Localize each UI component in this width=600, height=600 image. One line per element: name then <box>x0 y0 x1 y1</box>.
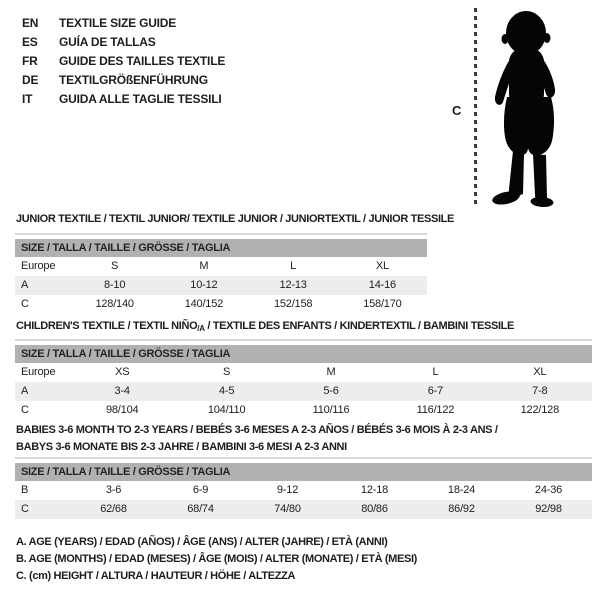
lang-label: TEXTILE SIZE GUIDE <box>59 15 177 30</box>
table-cell: XL <box>533 366 547 378</box>
table-cell: M <box>199 260 209 272</box>
lang-code: DE <box>22 72 39 87</box>
table-cell: 116/122 <box>416 404 455 416</box>
table-cell: 3-6 <box>105 484 122 496</box>
row-label: A <box>21 279 29 291</box>
row-label: Europe <box>21 366 56 378</box>
children-title-pre: CHILDREN'S TEXTILE / TEXTIL NIÑO <box>16 320 198 332</box>
lang-row-it <box>22 89 225 108</box>
row-label: Europe <box>21 260 56 272</box>
children-title-post: / TEXTILE DES ENFANTS / KINDERTEXTIL / BAMBINI TESSILE <box>204 320 515 332</box>
lang-row-de <box>22 70 225 89</box>
table-cell: 6-7 <box>427 385 444 397</box>
table-row <box>15 295 427 314</box>
row-label: B <box>21 484 29 496</box>
row-label: C <box>21 404 29 416</box>
table-cell: 92/98 <box>535 503 562 515</box>
footnote-a: A. AGE (YEARS) / EDAD (AÑOS) / ÂGE (ANS) / ALTER (JAHRE) / ETÀ (ANNI) <box>16 536 388 548</box>
table-cell: 74/80 <box>274 503 301 515</box>
table-cell: L <box>290 260 297 272</box>
table-cell: 9-12 <box>276 484 299 496</box>
size-header-bar: SIZE / TALLA / TAILLE / GRÖSSE / TAGLIA <box>15 463 592 481</box>
table-cell: 140/152 <box>184 298 224 310</box>
table-row <box>15 276 427 295</box>
lang-code: ES <box>22 34 38 49</box>
lang-code: FR <box>22 53 38 68</box>
lang-row-es <box>22 32 225 51</box>
language-header <box>22 13 225 108</box>
height-measure-line <box>474 8 477 206</box>
table-cell: 8-10 <box>104 279 126 291</box>
table-cell: XS <box>115 366 130 378</box>
children-size-table <box>15 345 592 420</box>
lang-code: EN <box>22 15 39 30</box>
row-label: A <box>21 385 29 397</box>
height-measure-label: C <box>452 103 462 118</box>
table-cell: 24-36 <box>534 484 563 496</box>
children-title-subscript: /A <box>197 324 205 333</box>
table-cell: 122/128 <box>520 404 560 416</box>
table-row <box>15 257 427 276</box>
babies-table-title <box>16 422 498 456</box>
table-cell: 158/170 <box>363 298 402 310</box>
footnote-c: C. (cm) HEIGHT / ALTURA / HAUTEUR / HÖHE / ALTEZZA <box>16 570 296 582</box>
junior-table-title: JUNIOR TEXTILE / TEXTIL JUNIOR/ TEXTILE JUNIOR / JUNIORTEXTIL / JUNIOR TESSILE <box>16 213 455 225</box>
table-cell: 3-4 <box>114 385 130 397</box>
table-row <box>15 481 592 500</box>
lang-label: TEXTILGRÖßENFÜHRUNG <box>59 72 208 87</box>
table-cell: 18-24 <box>447 484 476 496</box>
table-cell: 80/86 <box>361 503 388 515</box>
legend-footnotes <box>16 534 417 585</box>
table-row <box>15 363 592 382</box>
table-cell: S <box>223 366 231 378</box>
table-cell: 6-9 <box>192 484 209 496</box>
lang-code: IT <box>22 91 33 106</box>
babies-title-line-1: BABIES 3-6 MONTH TO 2-3 YEARS / BEBÉS 3-6 MESES A 2-3 AÑOS / BÉBÉS 3-6 MOIS À 2-3 ANS / <box>16 424 498 436</box>
children-table-title <box>16 319 514 336</box>
lang-label: GUÍA DE TALLAS <box>59 34 156 49</box>
table-cell: L <box>432 366 439 378</box>
table-cell: 7-8 <box>532 385 548 397</box>
size-header-bar: SIZE / TALLA / TAILLE / GRÖSSE / TAGLIA <box>15 239 427 257</box>
table-cell: 4-5 <box>218 385 235 397</box>
table-cell: 68/74 <box>187 503 214 515</box>
table-row <box>15 500 592 519</box>
table-cell: 14-16 <box>368 279 396 291</box>
table-cell: M <box>326 366 336 378</box>
table-cell: 12-18 <box>360 484 389 496</box>
table-cell: 98/104 <box>105 404 139 416</box>
lang-label: GUIDE DES TAILLES TEXTILE <box>59 53 226 68</box>
table-cell: 104/110 <box>207 404 246 416</box>
size-header-bar: SIZE / TALLA / TAILLE / GRÖSSE / TAGLIA <box>15 345 592 363</box>
junior-size-table <box>15 239 427 314</box>
table-cell: 128/140 <box>95 298 134 310</box>
table-row <box>15 382 592 401</box>
table-cell: 110/116 <box>312 404 350 416</box>
table-cell: 5-6 <box>323 385 339 397</box>
row-label: C <box>21 503 29 515</box>
row-label: C <box>21 298 29 310</box>
lang-row-fr <box>22 51 225 70</box>
toddler-silhouette-icon <box>485 9 567 207</box>
table-cell: 12-13 <box>279 279 307 291</box>
table-row <box>15 401 592 420</box>
babies-title-line-2: BABYS 3-6 MONATE BIS 2-3 JAHRE / BAMBINI 3-6 MESI A 2-3 ANNI <box>16 441 347 453</box>
lang-row-en <box>22 13 225 32</box>
table-cell: 10-12 <box>190 279 218 291</box>
table-cell: 86/92 <box>448 503 475 515</box>
table-cell: 152/158 <box>273 298 313 310</box>
table-cell: 62/68 <box>100 503 127 515</box>
table-cell: S <box>111 260 119 272</box>
babies-size-table <box>15 463 592 519</box>
table-cell: XL <box>375 260 389 272</box>
lang-label: GUIDA ALLE TAGLIE TESSILI <box>59 91 222 106</box>
footnote-b: B. AGE (MONTHS) / EDAD (MESES) / ÂGE (MOIS) / ALTER (MONATE) / ETÀ (MESI) <box>16 553 417 565</box>
